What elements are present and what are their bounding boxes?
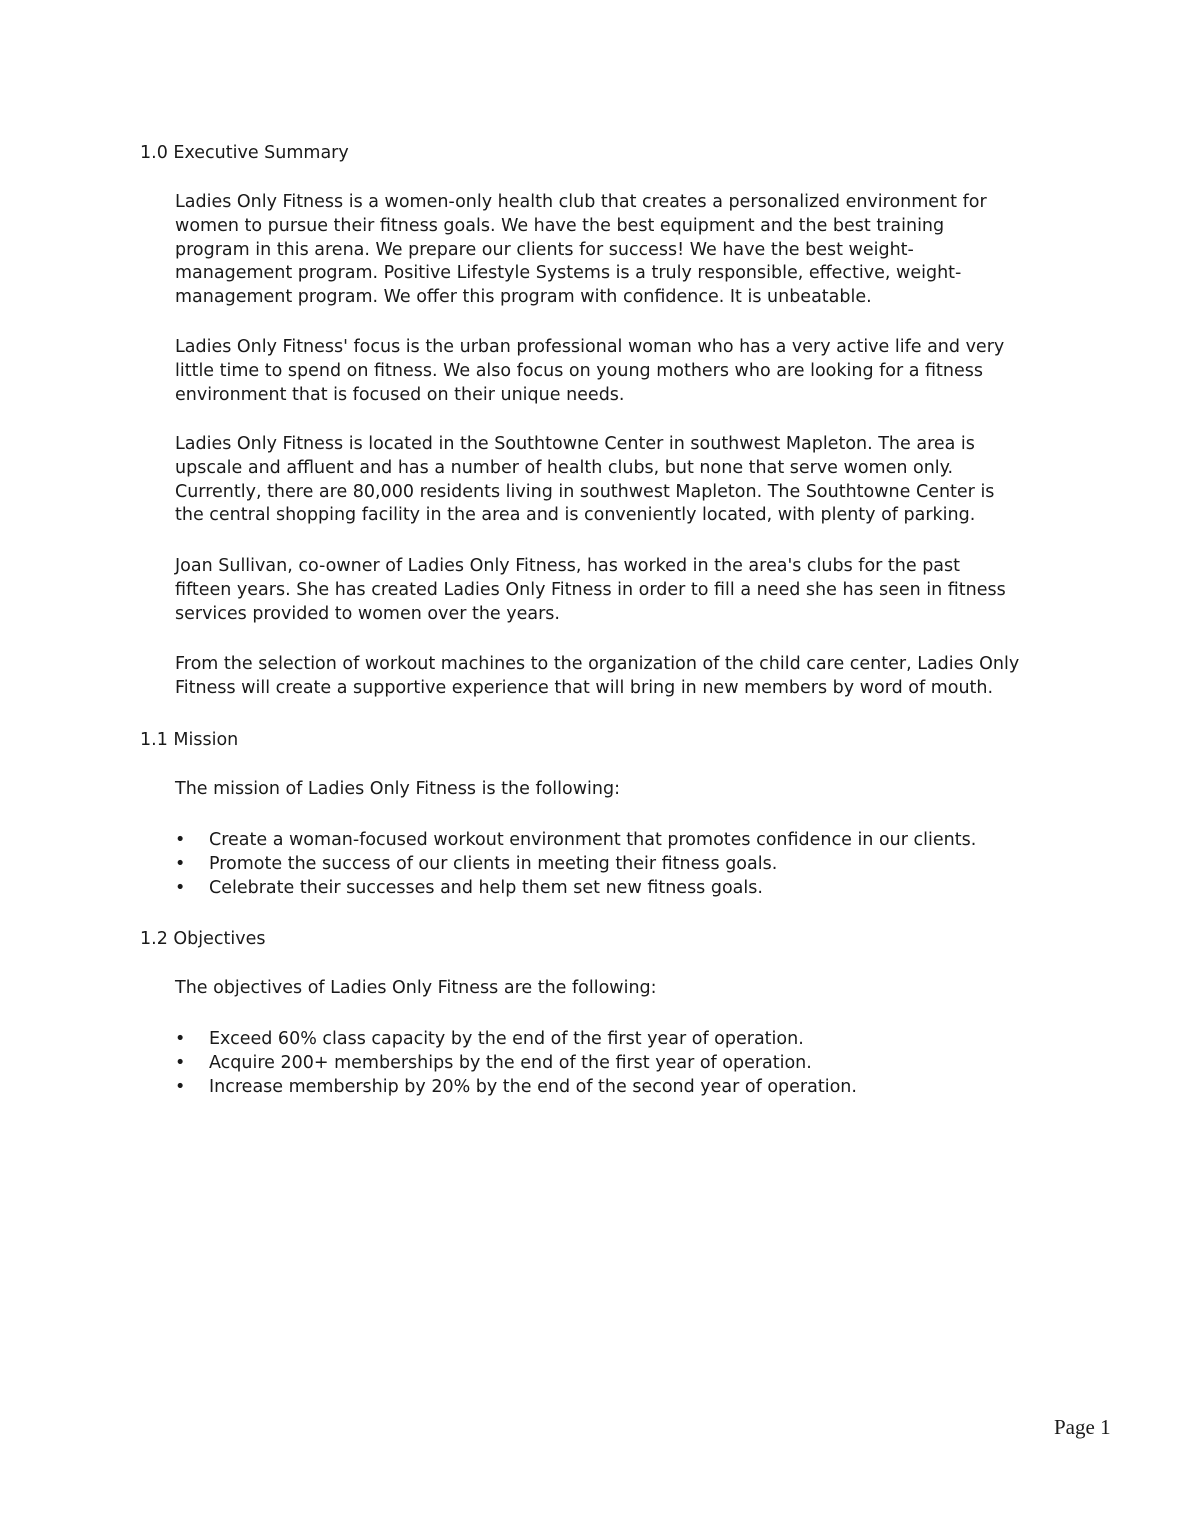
list-item-text: Celebrate their successes and help them set new fitness goals. bbox=[209, 877, 763, 898]
list-item bbox=[175, 1052, 1135, 1076]
list-item-text: Promote the success of our clients in meeting their fitness goals. bbox=[209, 853, 778, 874]
bullet-icon: • bbox=[175, 1076, 186, 1097]
exec-paragraph-1: Ladies Only Fitness is a women-only health club that creates a personalized environment for women to pursue their fitness goals. We have the best equipment and the best training program in this arena. We prepare our clients for success! We have the best weight- management program. Positive Lifestyle Systems is a truly responsible, effective, weight- management program. We offer this program with confidence. It is unbeatable. bbox=[175, 192, 987, 308]
list-item bbox=[175, 1028, 1135, 1052]
bullet-icon: • bbox=[175, 877, 186, 898]
bullet-icon: • bbox=[175, 1052, 186, 1073]
section-heading-mission: 1.1 Mission bbox=[140, 730, 239, 750]
mission-list bbox=[175, 829, 1135, 900]
bullet-icon: • bbox=[175, 830, 186, 850]
list-item-text: Increase membership by 20% by the end of the second year of operation. bbox=[209, 1076, 857, 1097]
list-item bbox=[175, 829, 1135, 853]
list-item-text: Create a woman-focused workout environment that promotes confidence in our clients. bbox=[209, 830, 977, 850]
mission-intro: The mission of Ladies Only Fitness is the following: bbox=[175, 779, 621, 799]
section-heading-objectives: 1.2 Objectives bbox=[140, 929, 266, 949]
list-item bbox=[175, 853, 1135, 877]
list-item-text: Acquire 200+ memberships by the end of the first year of operation. bbox=[209, 1052, 812, 1073]
objectives-intro: The objectives of Ladies Only Fitness are the following: bbox=[175, 978, 657, 998]
exec-paragraph-5: From the selection of workout machines to the organization of the child care center, Ladies Only Fitness will create a supportive experience that will bring in new members by word of mouth. bbox=[175, 654, 1020, 698]
list-item bbox=[175, 1076, 1135, 1100]
list-item-text: Exceed 60% class capacity by the end of the first year of operation. bbox=[209, 1029, 804, 1049]
exec-paragraph-2: Ladies Only Fitness' focus is the urban professional woman who has a very active life and very little time to spend on fitness. We also focus on young mothers who are looking for a fitness environment that is focused on their unique needs. bbox=[175, 337, 1005, 405]
bullet-icon: • bbox=[175, 1029, 186, 1049]
section-heading-executive-summary: 1.0 Executive Summary bbox=[140, 143, 349, 163]
exec-paragraph-4: Joan Sullivan, co-owner of Ladies Only Fitness, has worked in the area's clubs for the past fifteen years. She has created Ladies Only Fitness in order to fill a need she has seen in fitness services provided to women over the years. bbox=[175, 556, 1006, 624]
bullet-icon: • bbox=[175, 853, 186, 874]
list-item bbox=[175, 877, 1135, 901]
exec-paragraph-3: Ladies Only Fitness is located in the Southtowne Center in southwest Mapleton. The area is upscale and affluent and has a number of health clubs, but none that serve women only. Currently, there are 80,000 residents living in southwest Mapleton. The Southtowne Center is the central shopping facility in the area and is conveniently located, with plenty of parking. bbox=[175, 434, 995, 526]
objectives-list bbox=[175, 1028, 1135, 1099]
page-number: Page 1 bbox=[1054, 1415, 1111, 1439]
